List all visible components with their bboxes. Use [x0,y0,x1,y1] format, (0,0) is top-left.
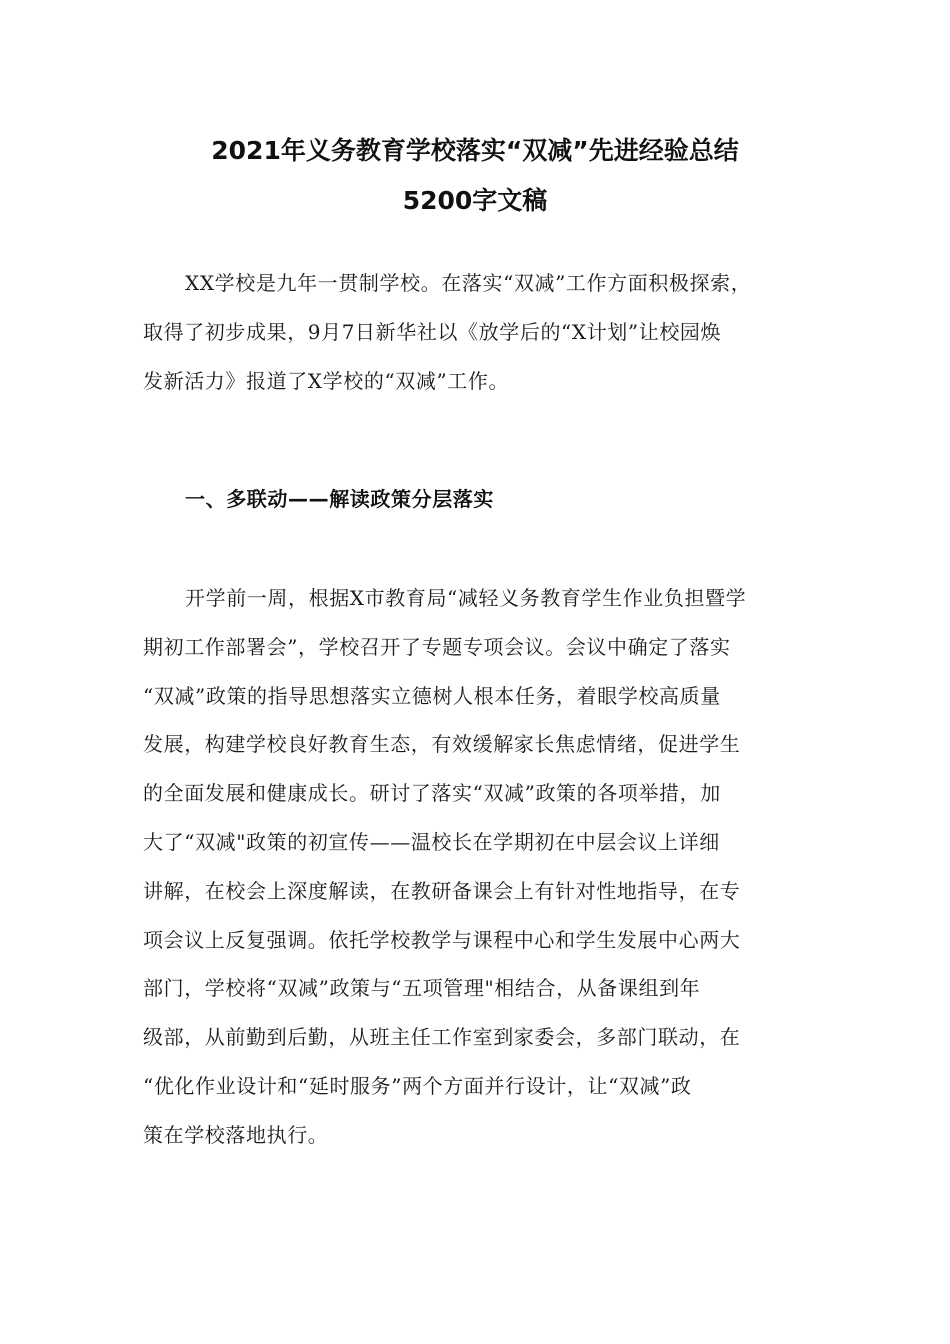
section-heading-1: 一、多联动——解读政策分层落实 [185,487,494,511]
document-title-line-1: 2021年义务教育学校落实“双减”先进经验总结 [211,136,739,165]
document-title-line-2: 5200字文稿 [402,186,548,215]
body-paragraph: 开学前一周，根据X市教育局“减轻义务教育学生作业负担暨学 期初工作部署会”，学校召开了专题专项会议。会议中确定了落实 “双减”政策的指导思想落实立德树人根本任务，着眼学校高质量 发展，构建学校良好教育生态，有效缓解家长焦虑情绪，促进学生 的全面发展和健康成长。研讨了落实“双减”政策的各项举措，加 大了“双减"政策的初宣传——温校长在学期初在中层会议上详细 讲解，在校会上深度解读，在教研备课会上有针对性地指导，在专 项会议上反复强调。依托学校教学与课程中心和学生发展中心两大 部门，学校将“双减”政策与“五项管理"相结合，从备课组到年 级部，从前勤到后勤，从班主任工作室到家委会，多部门联动，在 “优化作业设计和“延时服务”两个方面并行设计，让“双减”政 策在学校落地执行。 [143,586,747,1147]
intro-paragraph: XX学校是九年一贯制学校。在落实“双减”工作方面积极探索， 取得了初步成果，9月7日新华社以《放学后的“X计划”让校园焕 发新活力》报道了X学校的“双减”工作。 [143,271,752,393]
